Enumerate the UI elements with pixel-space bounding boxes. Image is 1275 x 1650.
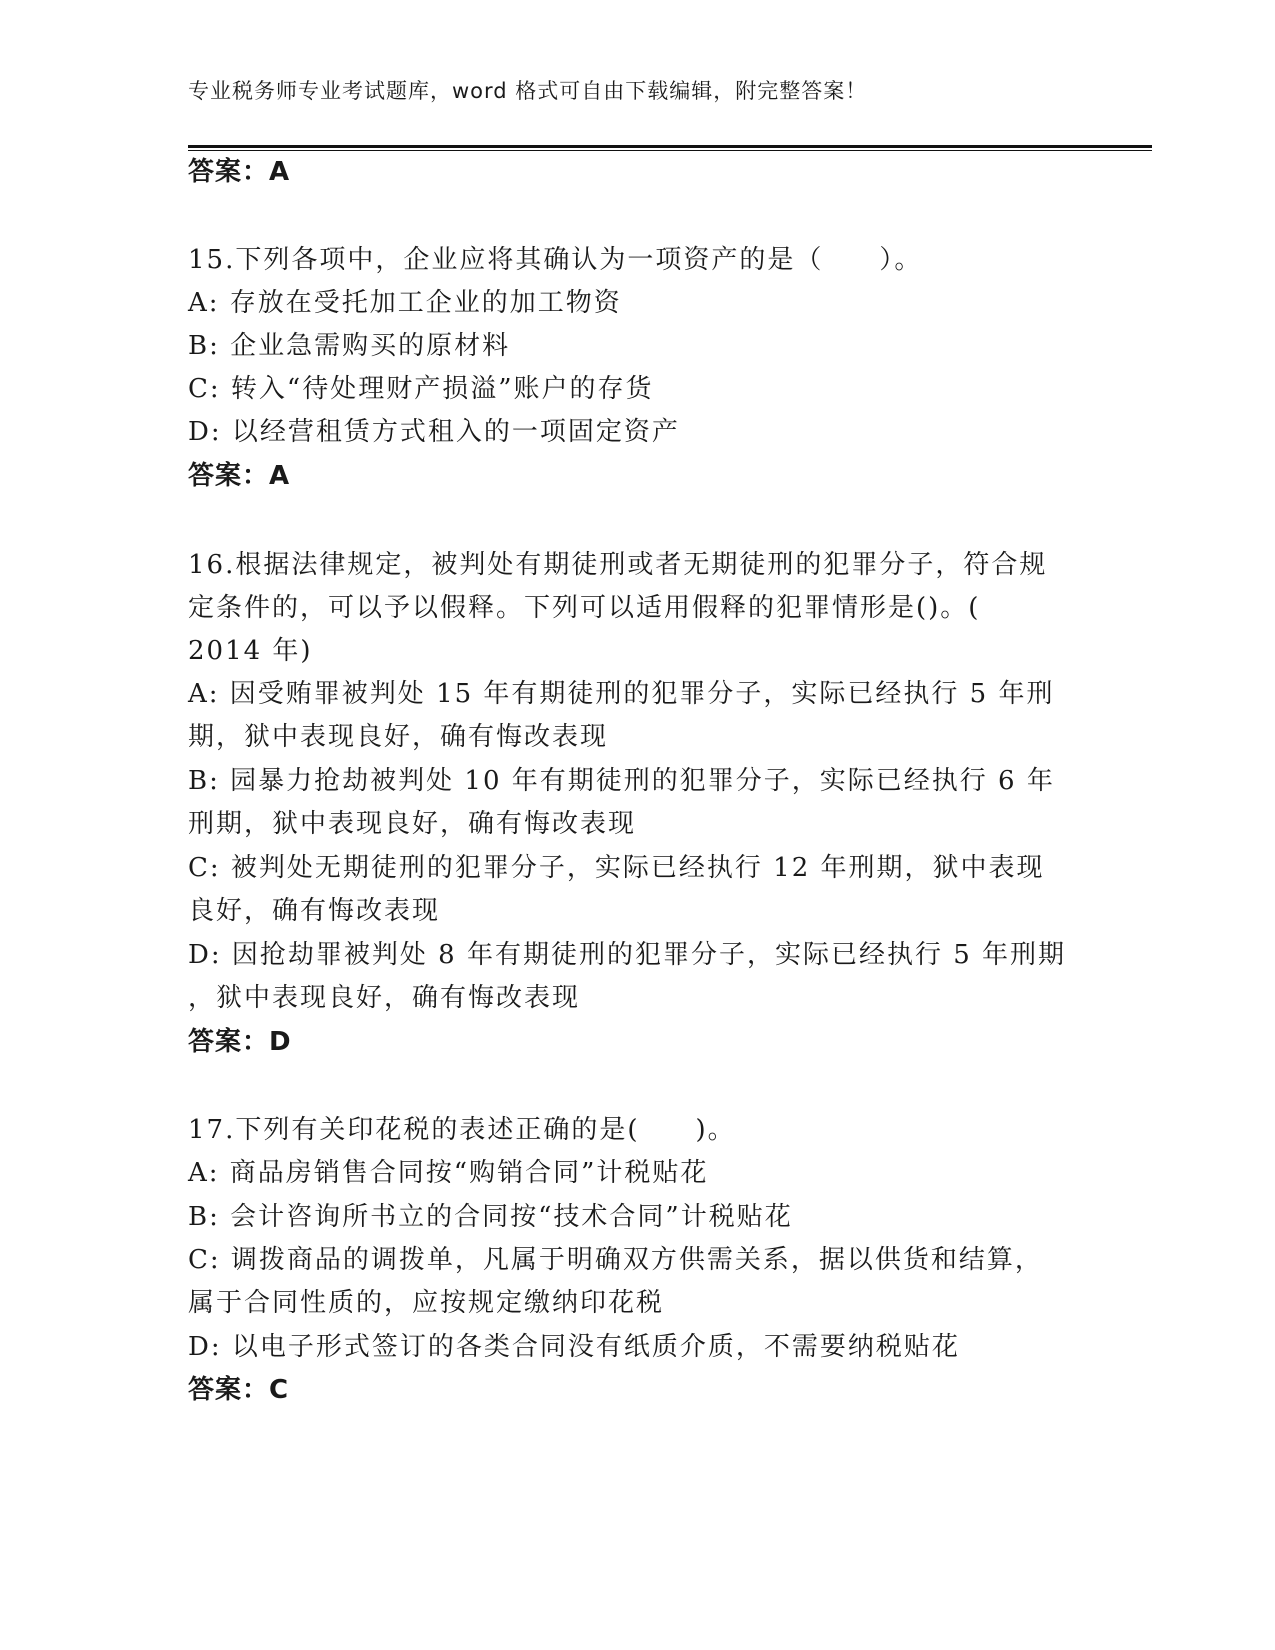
- question-16-option-b-line2: 刑期，狱中表现良好，确有悔改表现: [188, 809, 637, 839]
- answer-14: 答案：A: [188, 157, 291, 187]
- question-16-option-c-line1: C: 被判处无期徒刑的犯罪分子，实际已经执行 12 年刑期，狱中表现: [188, 853, 1045, 883]
- question-17-option-d: D: 以电子形式签订的各类合同没有纸质介质，不需要纳税贴花: [188, 1332, 960, 1362]
- question-17-option-c-line1: C: 调拨商品的调拨单，凡属于明确双方供需关系，据以供货和结算，: [188, 1245, 1043, 1275]
- question-17-option-c-line2: 属于合同性质的，应按规定缴纳印花税: [188, 1288, 665, 1318]
- question-17-option-a: A: 商品房销售合同按“购销合同”计税贴花: [188, 1158, 709, 1188]
- question-16-option-d-line2: ，狱中表现良好，确有悔改表现: [188, 983, 581, 1013]
- question-15-option-c: C: 转入“待处理财产损溢”账户的存货: [188, 374, 654, 404]
- question-16-option-a-line1: A: 因受贿罪被判处 15 年有期徒刑的犯罪分子，实际已经执行 5 年刑: [188, 679, 1055, 709]
- question-17-option-b: B: 会计咨询所书立的合同按“技术合同”计税贴花: [188, 1202, 793, 1232]
- question-16-answer: 答案：D: [188, 1027, 292, 1057]
- question-16-option-d-line1: D: 因抢劫罪被判处 8 年有期徒刑的犯罪分子，实际已经执行 5 年刑期: [188, 940, 1067, 970]
- question-15-option-d: D: 以经营租赁方式租入的一项固定资产: [188, 417, 680, 447]
- header-rule-thin: [188, 150, 1152, 151]
- question-16-option-a-line2: 期，狱中表现良好，确有悔改表现: [188, 722, 609, 752]
- question-16-text-line3: 2014 年): [188, 636, 313, 666]
- question-16-option-b-line1: B: 园暴力抢劫被判处 10 年有期徒刑的犯罪分子，实际已经执行 6 年: [188, 766, 1055, 796]
- question-17-answer: 答案：C: [188, 1375, 290, 1405]
- question-16-text-line2: 定条件的，可以予以假释。下列可以适用假释的犯罪情形是()。(: [188, 593, 981, 623]
- header-rule-thick: [188, 145, 1152, 148]
- question-15-text: 15.下列各项中，企业应将其确认为一项资产的是（ ）。: [188, 245, 923, 275]
- question-16-text-line1: 16.根据法律规定，被判处有期徒刑或者无期徒刑的犯罪分子，符合规: [188, 550, 1048, 580]
- question-16-option-c-line2: 良好，确有悔改表现: [188, 896, 441, 926]
- question-17-text: 17.下列有关印花税的表述正确的是( )。: [188, 1115, 736, 1145]
- question-15-option-a: A: 存放在受托加工企业的加工物资: [188, 288, 622, 318]
- question-15-answer: 答案：A: [188, 461, 291, 491]
- page-header: 专业税务师专业考试题库，word 格式可自由下载编辑，附完整答案！: [188, 79, 868, 103]
- question-15-option-b: B: 企业急需购买的原材料: [188, 331, 511, 361]
